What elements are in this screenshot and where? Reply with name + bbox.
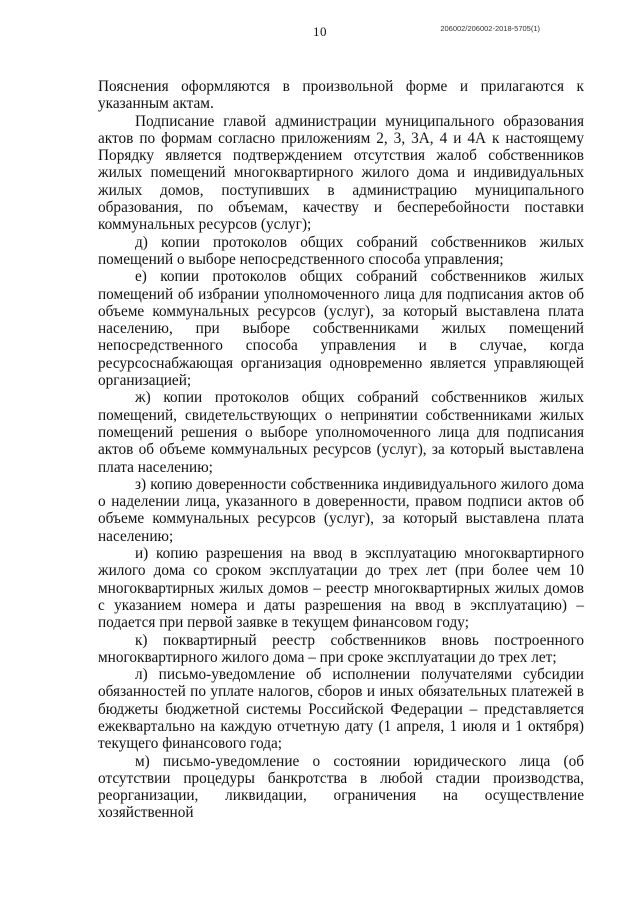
paragraph-item-k: к) поквартирный реестр собственников вновь построенного многоквартирного жилого дома – при сроке эксплуатации до трех лет; (98, 631, 584, 666)
paragraph-item-l: л) письмо-уведомление об исполнении получателями субсидии обязанностей по уплате налогов, сборов и иных обязательных платежей в бюджеты бюджетной системы Российской Федерации – представляется ежеквартально на каждую отчетную дату (1 апреля, 1 июля и 1 октября) текущего финансового года; (98, 666, 584, 753)
paragraph-item-z: з) копию доверенности собственника индивидуального жилого дома о наделении лица, указанного в доверенности, правом подписи актов об объеме коммунальных ресурсов (услуг), за который выставлена плата населению; (98, 475, 584, 545)
paragraph-item-m: м) письмо-уведомление о состоянии юридического лица (об отсутствии процедуры банкротства в любой стадии производства, реорганизации, ликвидации, ограничения на осуществление хозяйственной (98, 752, 584, 822)
document-code: 206002/206002-2018-5705(1) (440, 24, 540, 33)
page-number: 10 (313, 24, 327, 39)
paragraph-item-zh: ж) копии протоколов общих собраний собственников жилых помещений, свидетельствующих о непринятии собственниками жилых помещений решения о выборе уполномоченного лица для подписания актов об объеме коммунальных ресурсов (услуг), за который выставлена плата населению; (98, 389, 584, 476)
paragraph-item-i: и) копию разрешения на ввод в эксплуатацию многоквартирного жилого дома со сроком эксплуатации до трех лет (при более чем 10 многоквартирных жилых домов – реестр многоквартирных жилых домов с указанием номера и даты разрешения на ввод в эксплуатацию) – подается при первой заявке в текущем финансовом году; (98, 545, 584, 632)
paragraph-explanations: Пояснения оформляются в произвольной форме и прилагаются к указанным актам. (98, 78, 584, 113)
paragraph-item-d: д) копии протоколов общих собраний собственников жилых помещений о выборе непосредственного способа управления; (98, 233, 584, 268)
paragraph-signing: Подписание главой администрации муниципального образования актов по формам согласно приложениям 2, 3, 3А, 4 и 4А к настоящему Порядку является подтверждением отсутствия жалоб собственников жилых помещений многоквартирного жилого дома и индивидуальных жилых домов, поступивших в администрацию муниципального образования, по объемам, качеству и бесперебойности поставки коммунальных ресурсов (услуг); (98, 112, 584, 234)
paragraph-item-e: е) копии протоколов общих собраний собственников жилых помещений об избрании уполномоченного лица для подписания актов об объеме коммунальных ресурсов (услуг), за который выставлена плата населению, при выборе собственниками жилых помещений непосредственного способа управления и в случае, когда ресурсоснабжающая организация одновременно является управляющей организацией; (98, 268, 584, 390)
document-body (98, 78, 584, 822)
